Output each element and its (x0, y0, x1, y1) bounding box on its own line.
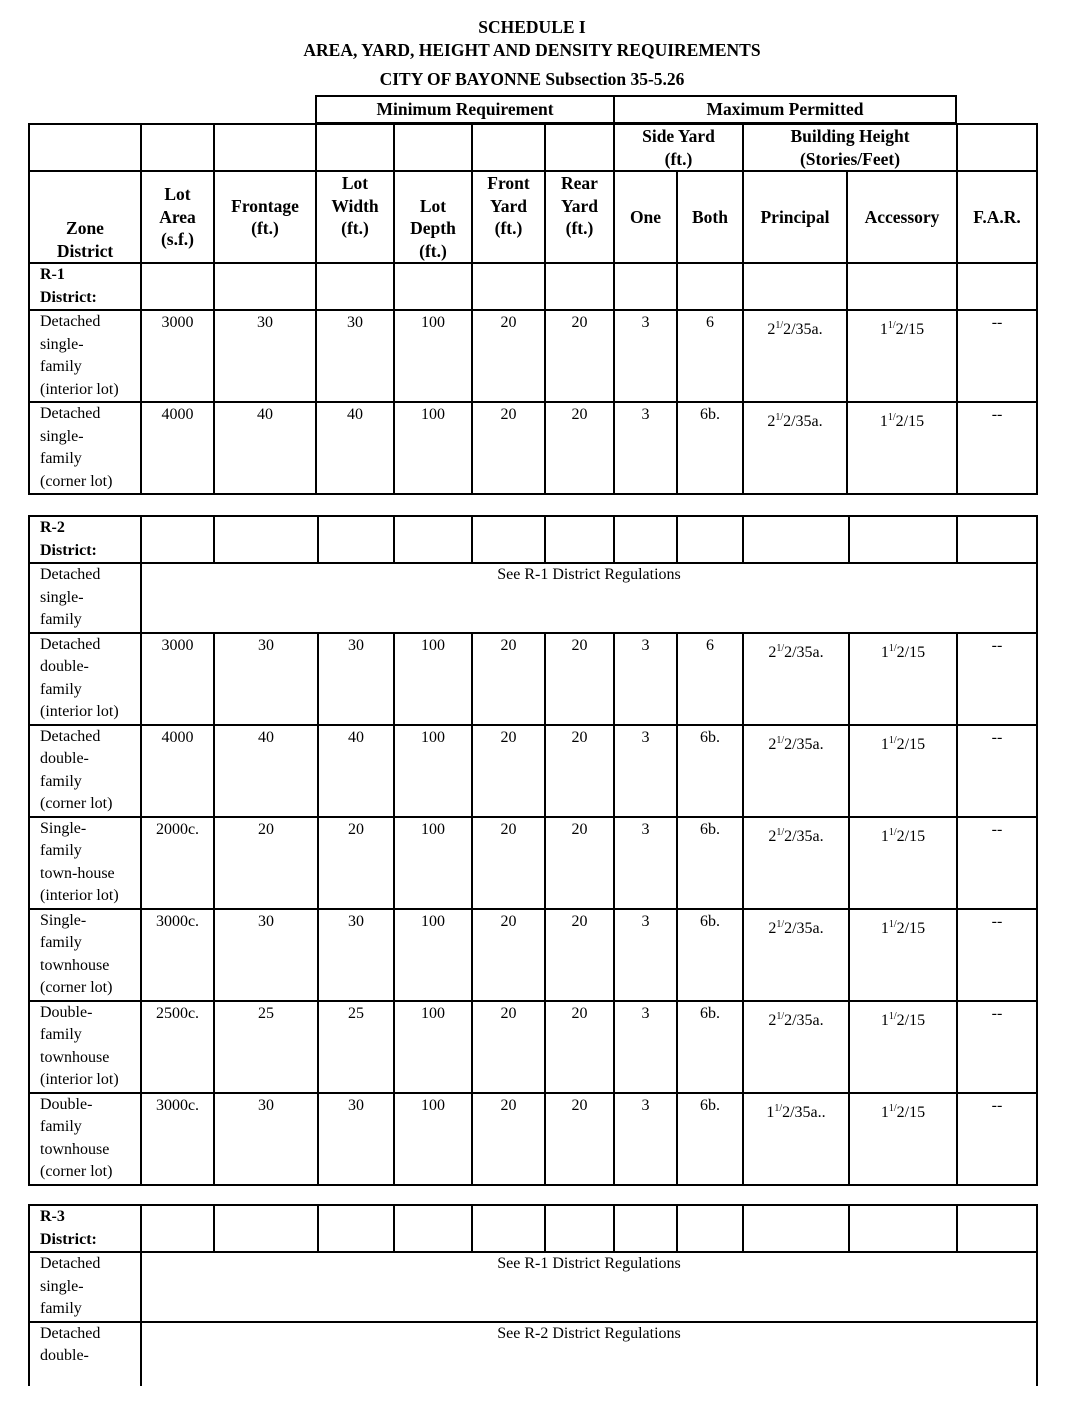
col-lot-width: Lot Width (ft.) (316, 171, 394, 263)
side-yard-one-cell: 3 (614, 817, 677, 909)
col-side-one: One (614, 171, 677, 263)
zone-label: Detached double- (29, 1322, 141, 1386)
principal-height-cell: $2^{1/}2/35a$. (743, 725, 849, 817)
front-yard-cell: 20 (472, 633, 545, 725)
lot-area-cell: 4000 (141, 402, 214, 494)
col-accessory: Accessory (847, 171, 957, 263)
far-cell: -- (957, 725, 1037, 817)
frontage-cell: 30 (214, 633, 318, 725)
far-cell: -- (957, 1093, 1037, 1185)
district-row (29, 1205, 1037, 1252)
side-yard-both-cell: 6b. (677, 402, 743, 494)
lot-depth-cell: 100 (394, 402, 472, 494)
zone-label: Detached single- family (corner lot) (29, 402, 141, 494)
side-yard-one-cell: 3 (614, 1093, 677, 1185)
lot-area-cell: 2500c. (141, 1001, 214, 1093)
zone-label: Detached single- family (interior lot) (29, 310, 141, 402)
see-regulations-note: See R-2 District Regulations (141, 1322, 1037, 1386)
principal-height-cell: $1^{1/}2/35a$.. (743, 1093, 849, 1185)
front-yard-cell: 20 (472, 909, 545, 1001)
rear-yard-cell: 20 (545, 909, 614, 1001)
table-row (29, 817, 1037, 909)
front-yard-cell: 20 (472, 310, 545, 402)
front-yard-cell: 20 (472, 402, 545, 494)
schedule-subtitle: AREA, YARD, HEIGHT AND DENSITY REQUIREMENTS (303, 40, 761, 60)
principal-height-cell: $2^{1/}2/35a$. (743, 633, 849, 725)
frontage-cell: 20 (214, 817, 318, 909)
frontage-cell: 30 (214, 909, 318, 1001)
lot-depth-cell: 100 (394, 817, 472, 909)
zone-label: Double- family townhouse (corner lot) (29, 1093, 141, 1185)
rear-yard-cell: 20 (545, 402, 614, 494)
district-row (29, 516, 1037, 563)
district-label: R-3 District: (29, 1205, 141, 1252)
col-lot-area: Lot Area (s.f.) (141, 171, 214, 263)
principal-height-cell: $2^{1/}2/35a$. (743, 402, 847, 494)
lot-depth-cell: 100 (394, 1001, 472, 1093)
col-lot-depth: Lot Depth (ft.) (394, 171, 472, 263)
frontage-cell: 40 (214, 402, 316, 494)
side-yard-both-cell: 6 (677, 633, 743, 725)
accessory-height-cell: $1^{1/}2/15$ (847, 310, 957, 402)
side-yard-one-cell: 3 (614, 725, 677, 817)
district-row (29, 263, 1037, 310)
col-zone-district: Zone District (29, 171, 141, 263)
frontage-cell: 25 (214, 1001, 318, 1093)
frontage-cell: 30 (214, 1093, 318, 1185)
see-regulations-note: See R-1 District Regulations (141, 563, 1037, 633)
zone-label: Single- family townhouse (corner lot) (29, 909, 141, 1001)
see-regulations-row (29, 1322, 1037, 1386)
lot-area-cell: 3000 (141, 633, 214, 725)
table-row (29, 725, 1037, 817)
lot-width-cell: 20 (318, 817, 394, 909)
header-row-columns (29, 171, 1037, 263)
front-yard-cell: 20 (472, 725, 545, 817)
minimum-requirement-header: Minimum Requirement (315, 95, 615, 124)
principal-height-cell: $2^{1/}2/35a$. (743, 909, 849, 1001)
side-yard-one-cell: 3 (614, 633, 677, 725)
zone-label: Detached single- family (29, 1252, 141, 1322)
see-regulations-row (29, 563, 1037, 633)
lot-area-cell: 3000c. (141, 1093, 214, 1185)
lot-area-cell: 4000 (141, 725, 214, 817)
header-row-top (29, 124, 1037, 171)
principal-height-cell: $2^{1/}2/35a$. (743, 817, 849, 909)
maximum-permitted-header: Maximum Permitted (613, 95, 957, 124)
zone-label: Single- family town-house (interior lot) (29, 817, 141, 909)
lot-width-cell: 25 (318, 1001, 394, 1093)
lot-width-cell: 30 (318, 1093, 394, 1185)
side-yard-one-cell: 3 (614, 310, 677, 402)
front-yard-cell: 20 (472, 817, 545, 909)
r1-table (28, 123, 1038, 495)
table-row (29, 633, 1037, 725)
r3-table (28, 1204, 1038, 1386)
rear-yard-cell: 20 (545, 1093, 614, 1185)
side-yard-both-cell: 6b. (677, 909, 743, 1001)
lot-width-cell: 30 (318, 633, 394, 725)
accessory-height-cell: $1^{1/}2/15$ (849, 725, 957, 817)
lot-width-cell: 40 (316, 402, 394, 494)
building-height-header: Building Height (Stories/Feet) (743, 124, 957, 171)
zone-label: Detached double- family (interior lot) (29, 633, 141, 725)
frontage-cell: 40 (214, 725, 318, 817)
side-yard-both-cell: 6b. (677, 1001, 743, 1093)
far-cell: -- (957, 633, 1037, 725)
district-label: R-1 District: (29, 263, 141, 310)
lot-width-cell: 30 (318, 909, 394, 1001)
side-yard-one-cell: 3 (614, 909, 677, 1001)
frontage-cell: 30 (214, 310, 316, 402)
front-yard-cell: 20 (472, 1093, 545, 1185)
table-row (29, 402, 1037, 494)
col-far: F.A.R. (957, 171, 1037, 263)
lot-depth-cell: 100 (394, 725, 472, 817)
lot-width-cell: 30 (316, 310, 394, 402)
see-regulations-note: See R-1 District Regulations (141, 1252, 1037, 1322)
far-cell: -- (957, 1001, 1037, 1093)
accessory-height-cell: $1^{1/}2/15$ (849, 633, 957, 725)
rear-yard-cell: 20 (545, 633, 614, 725)
accessory-height-cell: $1^{1/}2/15$ (849, 1001, 957, 1093)
district-label: R-2 District: (29, 516, 141, 563)
rear-yard-cell: 20 (545, 725, 614, 817)
lot-area-cell: 2000c. (141, 817, 214, 909)
zone-label: Detached single- family (29, 563, 141, 633)
side-yard-both-cell: 6b. (677, 1093, 743, 1185)
side-yard-one-cell: 3 (614, 402, 677, 494)
rear-yard-cell: 20 (545, 310, 614, 402)
lot-depth-cell: 100 (394, 1093, 472, 1185)
schedule-subsection: CITY OF BAYONNE Subsection 35-5.26 (379, 69, 685, 89)
lot-area-cell: 3000 (141, 310, 214, 402)
accessory-height-cell: $1^{1/}2/15$ (849, 817, 957, 909)
side-yard-both-cell: 6b. (677, 725, 743, 817)
rear-yard-cell: 20 (545, 817, 614, 909)
lot-area-cell: 3000c. (141, 909, 214, 1001)
r2-table (28, 515, 1038, 1186)
col-principal: Principal (743, 171, 847, 263)
side-yard-one-cell: 3 (614, 1001, 677, 1093)
side-yard-both-cell: 6 (677, 310, 743, 402)
col-front-yard: Front Yard (ft.) (472, 171, 545, 263)
schedule-title: SCHEDULE I (478, 17, 586, 37)
rear-yard-cell: 20 (545, 1001, 614, 1093)
principal-height-cell: $2^{1/}2/35a$. (743, 1001, 849, 1093)
col-rear-yard: Rear Yard (ft.) (545, 171, 614, 263)
front-yard-cell: 20 (472, 1001, 545, 1093)
lot-depth-cell: 100 (394, 310, 472, 402)
far-cell: -- (957, 817, 1037, 909)
far-cell: -- (957, 310, 1037, 402)
col-side-both: Both (677, 171, 743, 263)
table-row (29, 909, 1037, 1001)
accessory-height-cell: $1^{1/}2/15$ (849, 1093, 957, 1185)
col-frontage: Frontage (ft.) (214, 171, 316, 263)
accessory-height-cell: $1^{1/}2/15$ (849, 909, 957, 1001)
far-cell: -- (957, 909, 1037, 1001)
lot-depth-cell: 100 (394, 633, 472, 725)
zone-label: Detached double- family (corner lot) (29, 725, 141, 817)
see-regulations-row (29, 1252, 1037, 1322)
table-row (29, 1001, 1037, 1093)
zone-label: Double- family townhouse (interior lot) (29, 1001, 141, 1093)
side-yard-both-cell: 6b. (677, 817, 743, 909)
far-cell: -- (957, 402, 1037, 494)
table-row (29, 1093, 1037, 1185)
side-yard-header: Side Yard (ft.) (614, 124, 743, 171)
accessory-height-cell: $1^{1/}2/15$ (847, 402, 957, 494)
lot-depth-cell: 100 (394, 909, 472, 1001)
lot-width-cell: 40 (318, 725, 394, 817)
table-row (29, 310, 1037, 402)
principal-height-cell: $2^{1/}2/35a$. (743, 310, 847, 402)
